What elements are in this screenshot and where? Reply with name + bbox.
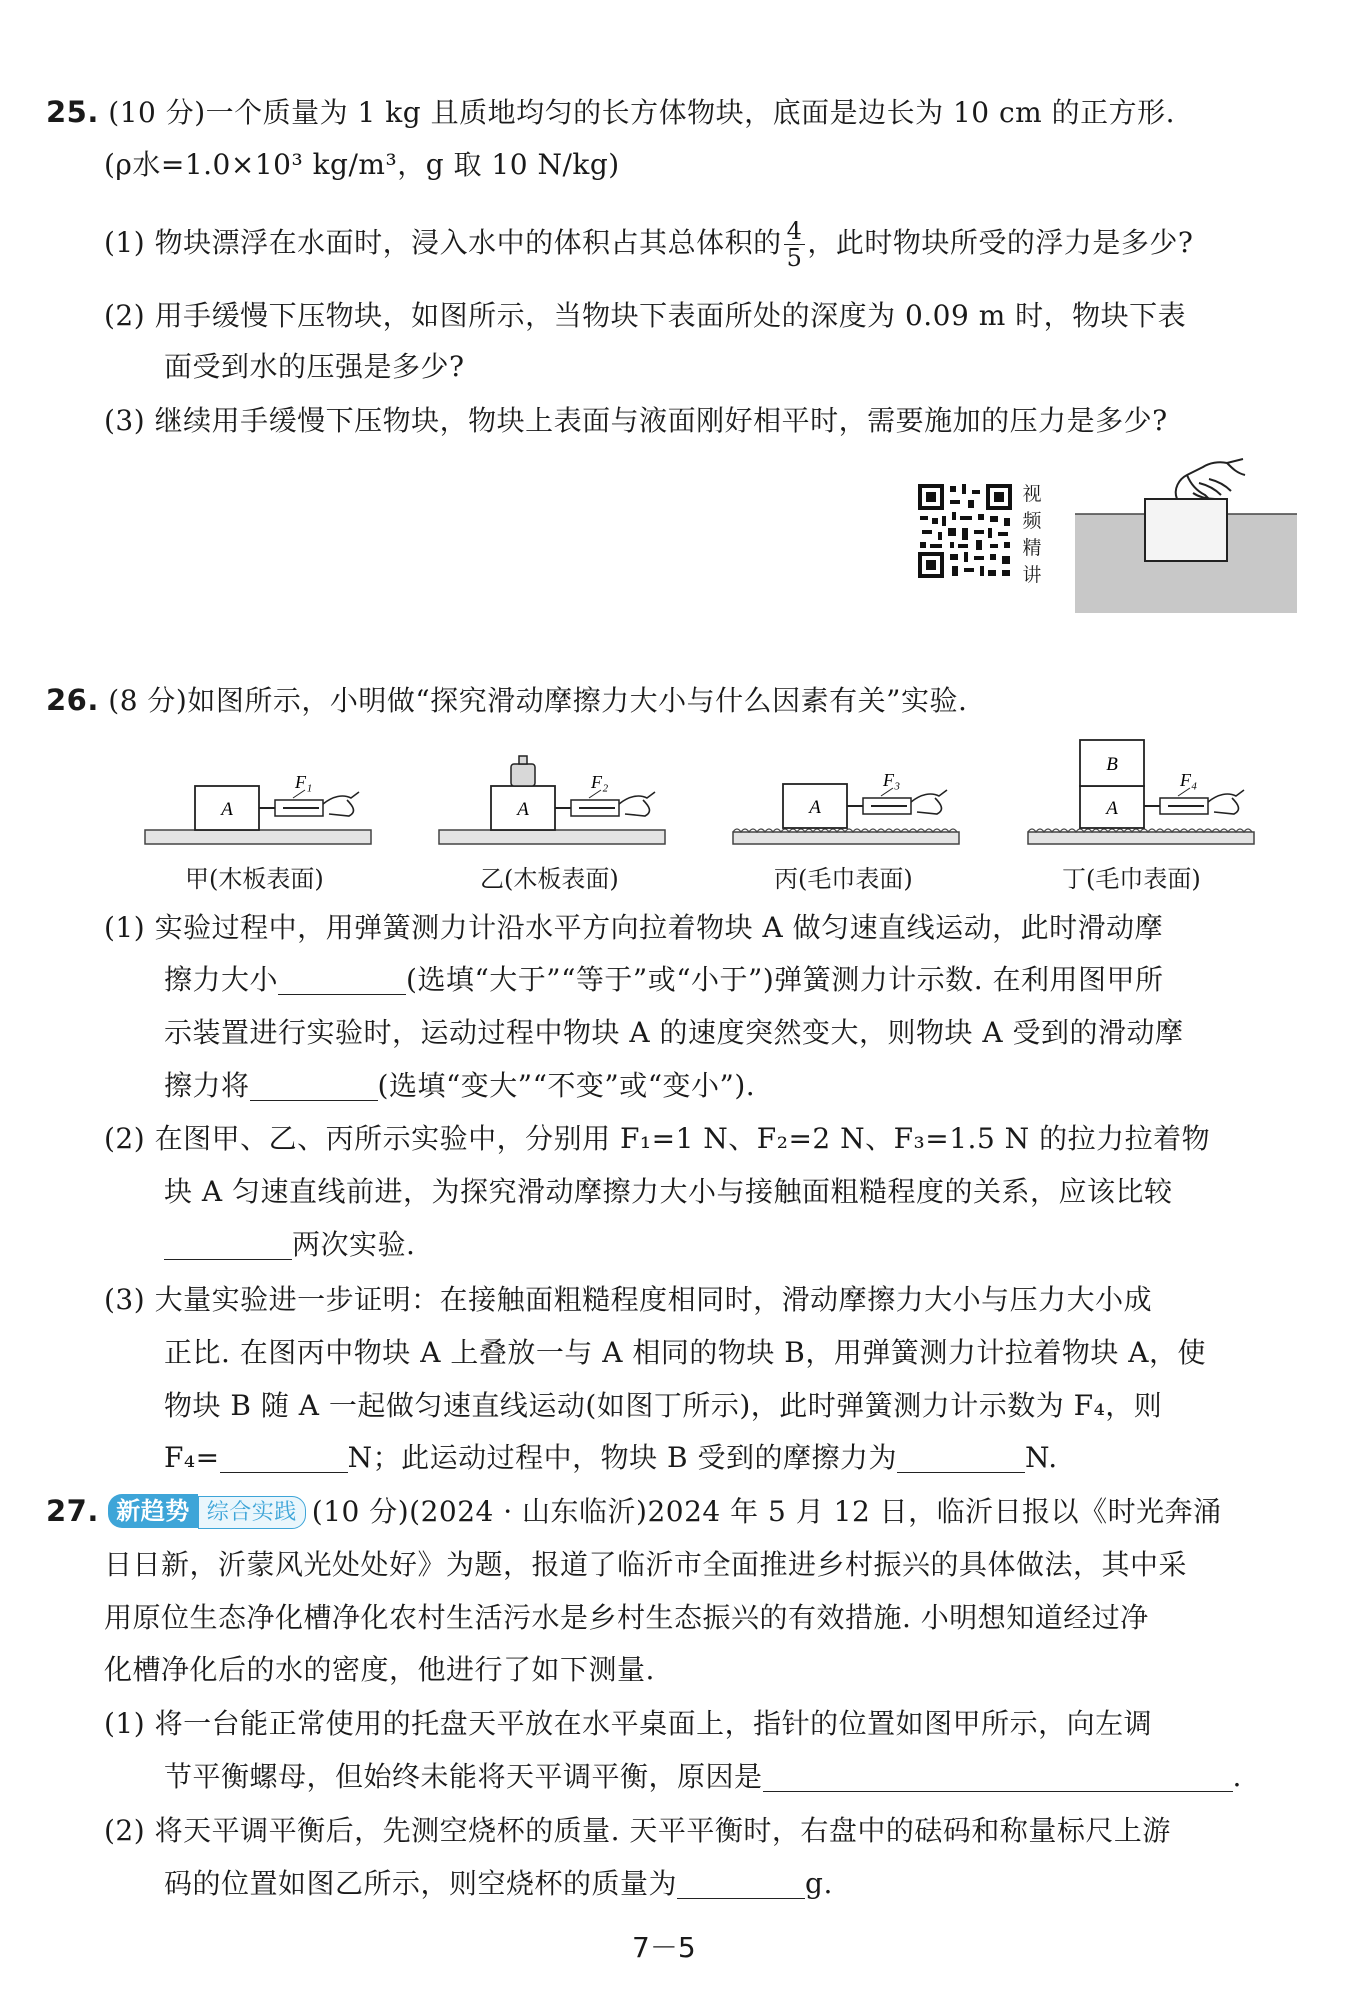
qr-label-1: 视 <box>1022 483 1042 505</box>
q25-part2-line2: 面受到水的压强是多少? <box>164 350 465 383</box>
page-number: 7－5 <box>632 1931 696 1964</box>
q26-part3-line2: 正比. 在图丙中物块 A 上叠放一与 A 相同的物块 B，用弹簧测力计拉着物块 A，使 <box>164 1336 1206 1369</box>
q26-part3-line1: (3) 大量实验进一步证明：在接触面粗糙程度相同时，滑动摩擦力大小与压力大小成 <box>104 1283 1153 1316</box>
q27-line3: 用原位生态净化槽净化农村生活污水是乡村生态振兴的有效措施. 小明想知道经过净 <box>104 1601 1149 1634</box>
figure-jia <box>143 736 373 848</box>
caption-bing: 丙(毛巾表面) <box>774 865 913 893</box>
figure-ding <box>1026 730 1256 848</box>
q26-part1-line4: 擦力将 (选填“变大”“不变”或“变小”). <box>164 1069 756 1102</box>
q26-part1-line2: 擦力大小 (选填“大于”“等于”或“小于”)弹簧测力计示数. 在利用图甲所 <box>164 963 1164 996</box>
q27-part2-line1: (2) 将天平调平衡后，先测空烧杯的质量. 天平平衡时，右盘中的砝码和称量标尺上游 <box>104 1814 1171 1847</box>
q27-line2: 日日新，沂蒙风光处处好》为题，报道了临沂市全面推进乡村振兴的具体做法，其中采 <box>104 1548 1188 1581</box>
figure-bing <box>731 736 961 848</box>
q25-line2: (ρ水=1.0×10³ kg/m³，g 取 10 N/kg) <box>104 148 620 181</box>
practice-badge: 综合实践 <box>198 1496 306 1529</box>
answer-blank[interactable] <box>897 1442 1025 1473</box>
q26-part2-line3: 两次实验. <box>164 1225 415 1265</box>
q25-line1: 25. (10 分)一个质量为 1 kg 且质地均匀的长方体物块，底面是边长为 10 cm 的正方形. <box>46 95 1176 129</box>
qr-label-3: 精 <box>1022 537 1042 559</box>
q27-line4: 化槽净化后的水的密度，他进行了如下测量. <box>104 1653 655 1686</box>
q25-part3: (3) 继续用手缓慢下压物块，物块上表面与液面刚好相平时，需要施加的压力是多少? <box>104 404 1168 437</box>
block-a-label: A <box>1106 798 1118 819</box>
q27-part1-line2: 节平衡螺母，但始终未能将天平调平衡，原因是 . <box>164 1760 1242 1793</box>
force-label-f3: F₃ <box>883 770 901 790</box>
q25-part1: (1) 物块漂浮在水面时，浸入水中的体积占其总体积的 $\frac{4}{5}$ ，此时物块所受的浮力是多少? <box>104 217 1194 272</box>
answer-blank[interactable] <box>250 1070 378 1101</box>
q26-part2-line2: 块 A 匀速直线前进，为探究滑动摩擦力大小与接触面粗糙程度的关系，应该比较 <box>164 1175 1173 1208</box>
q25-number: 25. <box>46 95 99 129</box>
new-trend-badge: 新趋势 <box>108 1494 198 1528</box>
caption-yi: 乙(木板表面) <box>480 865 619 893</box>
q27-part1-line1: (1) 将一台能正常使用的托盘天平放在水平桌面上，指针的位置如图甲所示，向左调 <box>104 1707 1153 1740</box>
qr-label-2: 频 <box>1022 510 1042 532</box>
fraction-4-5: $\frac{4}{5}$ <box>784 218 806 271</box>
q26-number: 26. <box>46 683 99 717</box>
qr-label-4: 讲 <box>1022 564 1042 586</box>
q25-part2-line1: (2) 用手缓慢下压物块，如图所示，当物块下表面所处的深度为 0.09 m 时，物块下表 <box>104 299 1187 332</box>
water-block-figure <box>1075 455 1297 613</box>
q27-part2-line2: 码的位置如图乙所示，则空烧杯的质量为 g. <box>164 1867 833 1900</box>
q27-number: 27. <box>46 1494 99 1528</box>
block-a-label: A <box>809 797 821 818</box>
q26-part2-line1: (2) 在图甲、乙、丙所示实验中，分别用 F₁=1 N、F₂=2 N、F₃=1.5 N 的拉力拉着物 <box>104 1122 1211 1155</box>
answer-blank[interactable] <box>164 1229 292 1260</box>
block-b-label: B <box>1106 754 1118 775</box>
force-label-f1: F₁ <box>295 772 313 792</box>
answer-blank[interactable] <box>677 1868 805 1899</box>
figure-yi <box>437 736 667 848</box>
q26-part1-line3: 示装置进行实验时，运动过程中物块 A 的速度突然变大，则物块 A 受到的滑动摩 <box>164 1016 1184 1049</box>
q26-part3-line3: 物块 B 随 A 一起做匀速直线运动(如图丁所示)，此时弹簧测力计示数为 F₄，则 <box>164 1389 1163 1422</box>
answer-blank[interactable] <box>220 1442 348 1473</box>
q26-part1-line1: (1) 实验过程中，用弹簧测力计沿水平方向拉着物块 A 做匀速直线运动，此时滑动摩 <box>104 911 1164 944</box>
answer-blank[interactable] <box>278 964 406 995</box>
force-label-f2: F₂ <box>591 772 609 792</box>
block-a-label: A <box>221 799 233 820</box>
qr-code[interactable] <box>916 482 1014 580</box>
force-label-f4: F₄ <box>1180 770 1198 790</box>
q27-line1: 27. 新趋势 综合实践 (10 分)(2024 · 山东临沂)2024 年 5 月 12 日，临沂日报以《时光奔涌 <box>46 1494 1222 1528</box>
caption-ding: 丁(毛巾表面) <box>1062 865 1201 893</box>
answer-blank[interactable] <box>763 1761 1233 1792</box>
q26-part3-line4: F₄= N；此运动过程中，物块 B 受到的摩擦力为 N. <box>164 1441 1058 1474</box>
caption-jia: 甲(木板表面) <box>185 865 324 893</box>
q26-intro: 26. (8 分)如图所示，小明做“探究滑动摩擦力大小与什么因素有关”实验. <box>46 683 968 717</box>
block-a-label: A <box>517 799 529 820</box>
